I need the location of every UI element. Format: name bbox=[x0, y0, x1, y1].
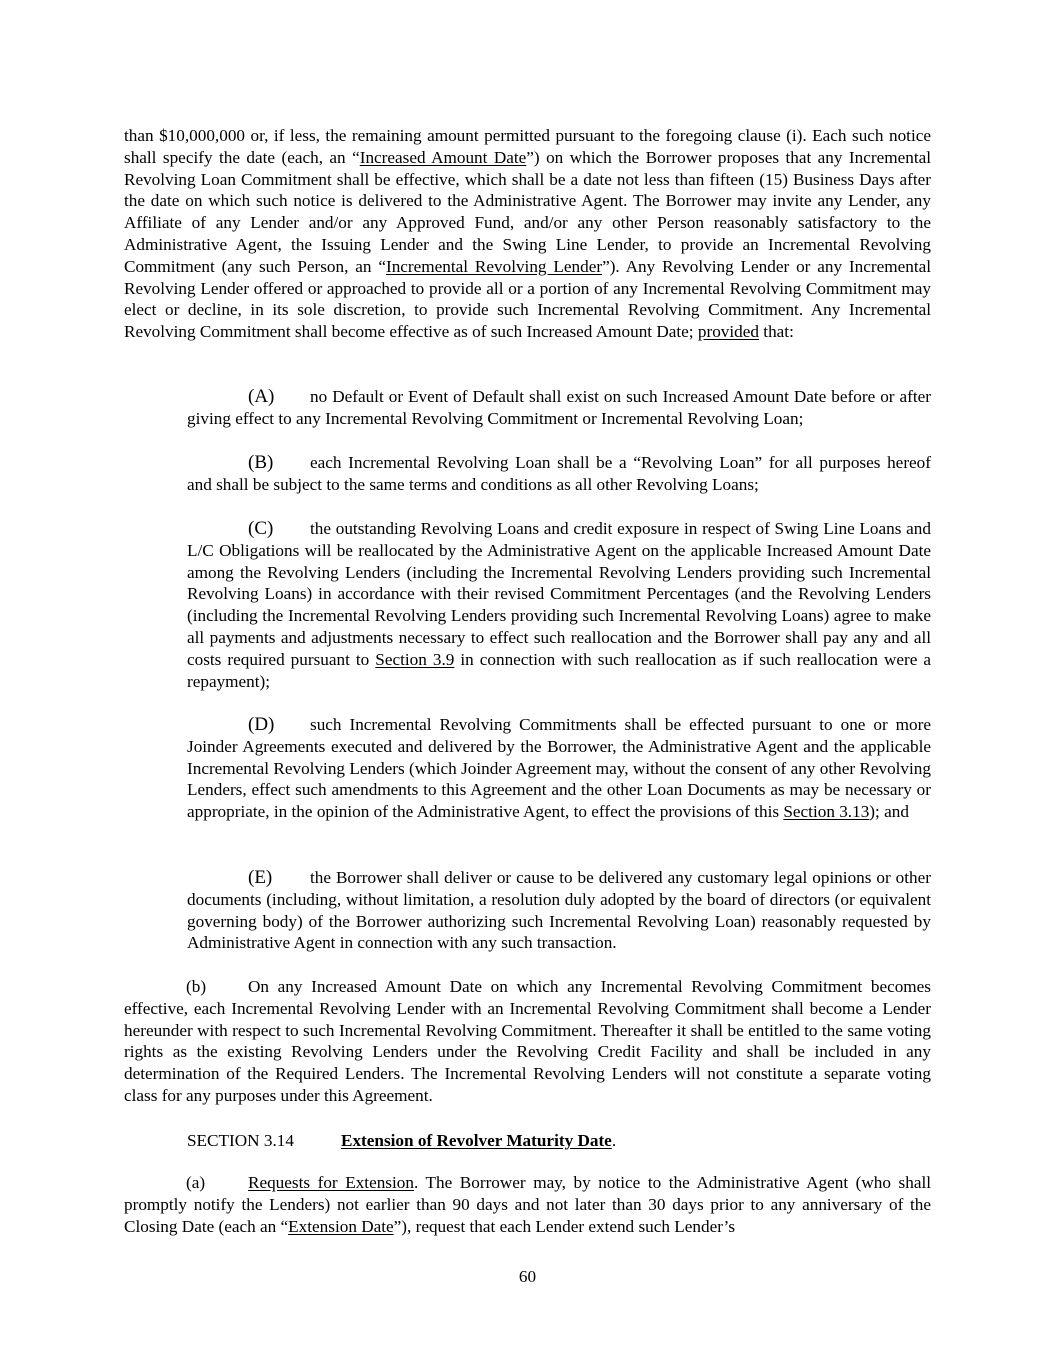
defined-term-increased-amount-date: Increased Amount Date bbox=[359, 147, 527, 167]
subclause-a bbox=[187, 386, 931, 430]
term-provided: provided bbox=[697, 322, 759, 342]
subclause-label: (D) bbox=[248, 714, 275, 735]
intro-text-1: than $10,000,000 or, if less, the remaining amount permitted pursuant to the foregoing clause (i). Each such notice shall specify the date (each, an “ bbox=[124, 126, 931, 167]
paragraph-label: (b) bbox=[186, 977, 207, 996]
paragraph-requests-for-extension bbox=[124, 1172, 931, 1237]
section-title: Extension of Revolver Maturity Date bbox=[341, 1131, 612, 1150]
subclause-text: such Incremental Revolving Commitments shall be effected pursuant to one or more Joinder Agreements executed and delivered by the Borrower, the Administrative Agent and the applicable Incremental Revolving Lenders (which Joinder Agreement may, without the consent of any other Revolving Lenders, effect such amendments to this Agreement and the other Loan Documents as may be necessary or appropriate, in the opinion of the Administrative Agent, to effect the provisions of this bbox=[187, 715, 931, 822]
subclause-text-end: in connection with such reallocation as if such reallocation were a repayment); bbox=[187, 649, 931, 691]
paragraph-text: On any Increased Amount Date on which any Incremental Revolving Commitment becomes effective, each Incremental Revolving Lender with an Incremental Revolving Commitment shall become a Lender hereunder with respect to such Incremental Revolving Commitment. Thereafter it shall be entitled to the same voting rights as the existing Revolving Lenders under the Revolving Credit Facility and shall be included in any determination of the Required Lenders. The Incremental Revolving Lenders will not constitute a separate voting class for any purposes under this Agreement. bbox=[124, 977, 931, 1105]
subclause-text: the outstanding Revolving Loans and credit exposure in respect of Swing Line Loans and L/C Obligations will be reallocated by the Administrative Agent on the applicable Increased Amount Date among the Revolving Lenders (including the Incremental Revolving Lenders providing such Incremental Revolving Loans) in accordance with their revised Commitment Percentages (and the Revolving Lenders (including the Incremental Revolving Lenders providing such Incremental Revolving Loans) agree to make all payments and adjustments necessary to effect such reallocation and the Borrower shall pay any and all costs required pursuant to bbox=[187, 519, 931, 669]
subclause-text: the Borrower shall deliver or cause to be delivered any customary legal opinions or other documents (including, without limitation, a resolution duly adopted by the board of directors (or equivalent governing body) of the Borrower authorizing such Incremental Revolving Loan) reasonably requested by Administrative Agent in connection with any such transaction. bbox=[187, 868, 931, 953]
paragraph-b bbox=[124, 976, 931, 1107]
section-heading bbox=[187, 1130, 616, 1152]
intro-text-2: ”) on which the Borrower proposes that any Incremental Revolving Loan Commitment shall be effective, which shall be a date not less than fifteen (15) Business Days after the date on which such notice is delivered to the Administrative Agent. The Borrower may invite any Lender, any Affiliate of any Lender and/or any Approved Fund, and/or any other Person reasonably satisfactory to the Administrative Agent, the Issuing Lender and the Swing Line Lender, to provide an Incremental Revolving Commitment (any such Person, an “ bbox=[124, 147, 932, 276]
paragraph-heading: Requests for Extension bbox=[248, 1173, 414, 1192]
intro-text-4: that: bbox=[759, 322, 794, 342]
paragraph-label: (a) bbox=[186, 1173, 206, 1192]
intro-paragraph bbox=[124, 125, 931, 343]
defined-term-extension-date: Extension Date bbox=[288, 1216, 394, 1236]
subclause-label: (E) bbox=[248, 867, 273, 888]
defined-term-incremental-revolving-lender: Incremental Revolving Lender bbox=[385, 256, 603, 276]
section-reference-3-9: Section 3.9 bbox=[375, 649, 455, 669]
subclause-label: (C) bbox=[248, 518, 274, 539]
paragraph-text-end: ”), request that each Lender extend such Lender’s bbox=[393, 1216, 736, 1236]
intro-text-3: ”). Any Revolving Lender or any Incremental Revolving Lender offered or approached to provide all or a portion of any Incremental Revolving Commitment may elect or decline, in its sole discretion, to provide such Incremental Revolving Commitment. Any Incremental Revolving Commitment shall become effective as of such Increased Amount Date; bbox=[124, 256, 931, 342]
subclause-text: no Default or Event of Default shall exist on such Increased Amount Date before or after giving effect to any Incremental Revolving Commitment or Incremental Revolving Loan; bbox=[187, 387, 931, 428]
subclause-e bbox=[187, 867, 931, 954]
paragraph-text: . The Borrower may, by notice to the Administrative Agent (who shall promptly notify the Lenders) not earlier than 90 days and not later than 30 days prior to any anniversary of the Closing Date (each an “ bbox=[124, 1173, 931, 1236]
subclause-d bbox=[187, 714, 931, 823]
subclause-text-end: ); and bbox=[869, 802, 909, 822]
subclause-c bbox=[187, 518, 931, 692]
subclause-b bbox=[187, 452, 931, 496]
subclause-label: (B) bbox=[248, 452, 274, 473]
section-number: SECTION 3.14 bbox=[187, 1131, 294, 1150]
section-reference-3-13: Section 3.13 bbox=[783, 802, 870, 822]
section-title-period: . bbox=[611, 1131, 617, 1150]
page-number: 60 bbox=[518, 1267, 537, 1286]
subclause-text: each Incremental Revolving Loan shall be a “Revolving Loan” for all purposes hereof and shall be subject to the same terms and conditions as all other Revolving Loans; bbox=[187, 453, 931, 494]
subclause-label: (A) bbox=[248, 386, 275, 407]
